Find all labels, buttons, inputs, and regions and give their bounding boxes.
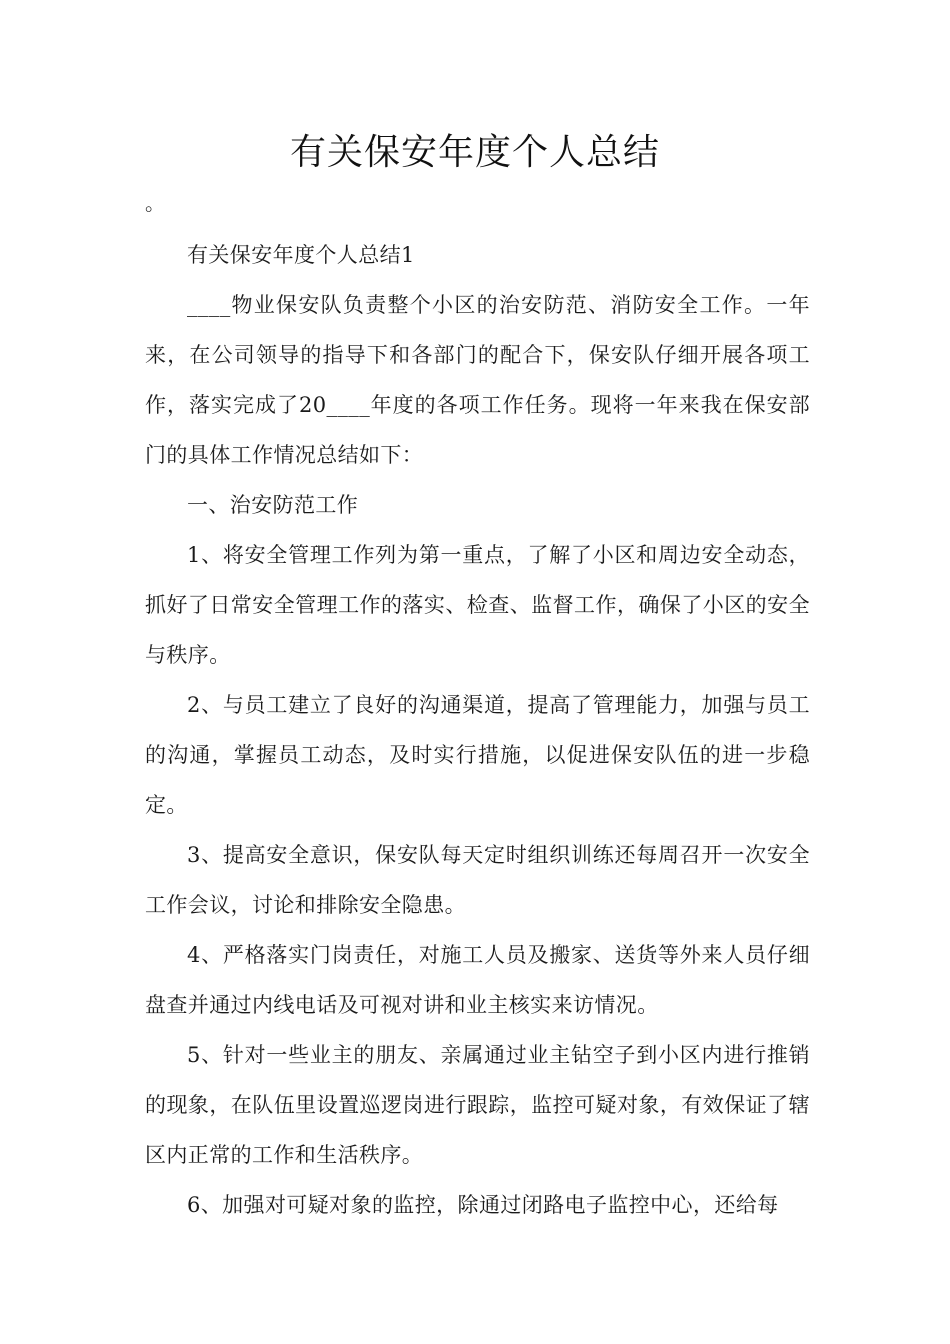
intro-paragraph: ____物业保安队负责整个小区的治安防范、消防安全工作。一年来，在公司领导的指导下和各部门的配合下，保安队仔细开展各项工作，落实完成了20____年度的各项工作任务。现将一年来我在保安部门的具体工作情况总结如下： xyxy=(145,293,810,467)
list-item: 1、将安全管理工作列为第一重点，了解了小区和周边安全动态，抓好了日常安全管理工作的落实、检查、监督工作，确保了小区的安全与秩序。 xyxy=(145,543,810,667)
list-item: 5、针对一些业主的朋友、亲属通过业主钻空子到小区内进行推销的现象，在队伍里设置巡逻岗进行跟踪，监控可疑对象，有效保证了辖区内正常的工作和生活秩序。 xyxy=(145,1043,810,1167)
list-item: 2、与员工建立了良好的沟通渠道，提高了管理能力，加强与员工的沟通，掌握员工动态，及时实行措施，以促进保安队伍的进一步稳定。 xyxy=(145,693,810,817)
lead-punctuation: 。 xyxy=(145,191,165,215)
document-title: 有关保安年度个人总结 xyxy=(289,132,660,173)
document-body xyxy=(145,230,810,1230)
subsection-heading: 一、治安防范工作 xyxy=(187,493,359,517)
list-item: 6、加强对可疑对象的监控，除通过闭路电子监控中心，还给每 xyxy=(187,1193,779,1217)
list-item: 3、提高安全意识，保安队每天定时组织训练还每周召开一次安全工作会议，讨论和排除安全隐患。 xyxy=(145,843,810,917)
list-item: 4、严格落实门岗责任，对施工人员及搬家、送货等外来人员仔细盘查并通过内线电话及可视对讲和业主核实来访情况。 xyxy=(145,943,810,1017)
section-heading: 有关保安年度个人总结1 xyxy=(187,243,415,267)
